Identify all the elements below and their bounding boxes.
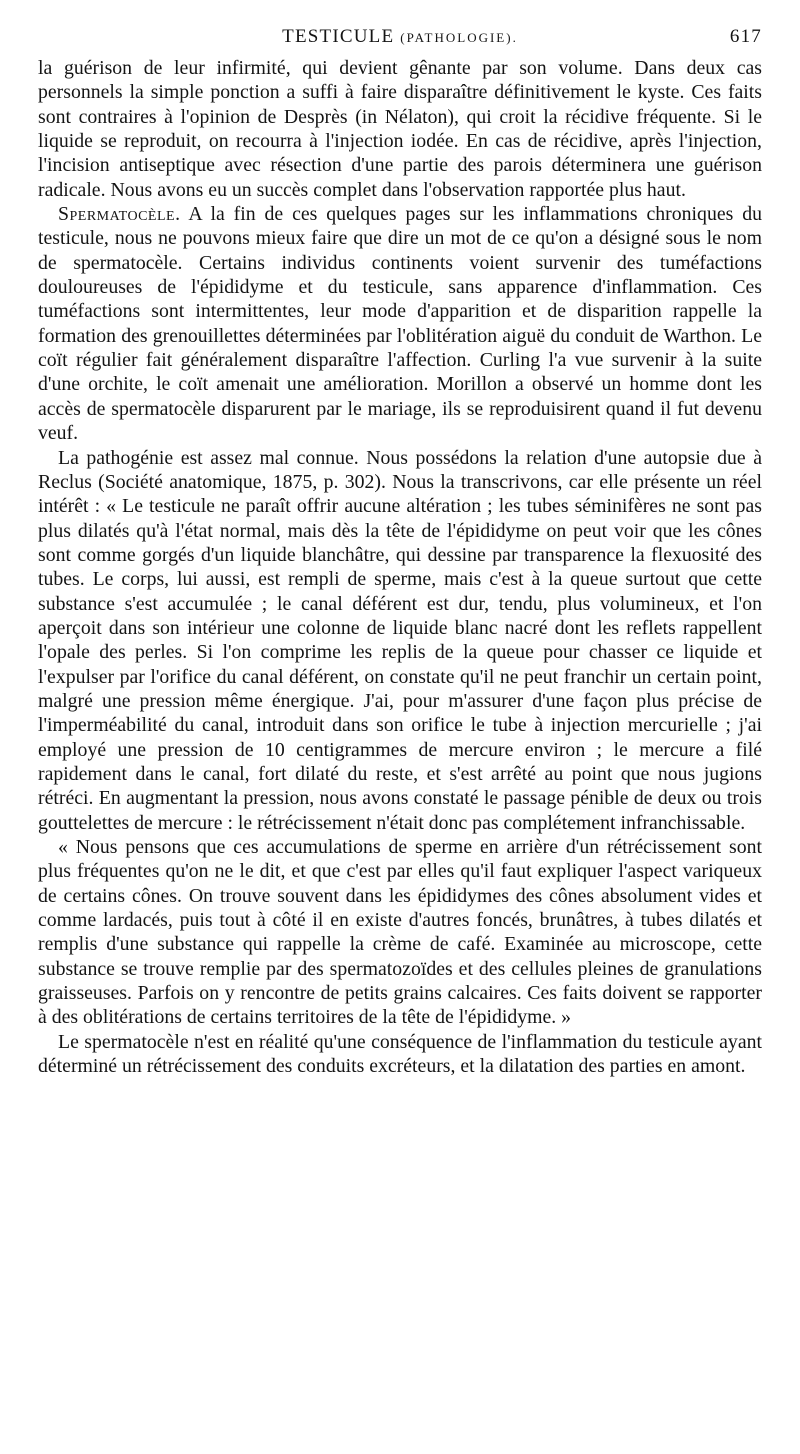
paragraph-4: « Nous pensons que ces accumulations de sperme en arrière d'un rétrécissement sont plus fréquentes qu'on ne le dit, et que c'est par elles qu'il faut expliquer l'aspect variqueux de certains cônes. On trouve souvent dans les épididymes des cônes absolument vides et comme lardacés, puis tout à côté il en existe d'autres foncés, brunâtres, à tubes dilatés et remplis d'une substance qui rappelle la crème de café. Examinée au microscope, cette substance se trouve remplie par des spermatozoïdes et des cellules pleines de granulations graisseuses. Parfois on y rencontre de petits grains calcaires. Ces faits doivent se rapporter à des oblitérations de certains territoires de la tête de l'épididyme. »: [38, 836, 762, 1029]
page-number: 617: [729, 26, 762, 47]
paragraph-2: [38, 202, 762, 445]
running-title-main: TESTICULE: [282, 26, 395, 47]
running-title-subtitle: (PATHOLOGIE).: [400, 30, 518, 45]
book-page: [38, 26, 762, 1078]
running-title: [38, 26, 762, 48]
section-lead-spermatocele: Spermatocèle.: [58, 203, 181, 226]
paragraph-2-text: A la fin de ces quelques pages sur les inflammations chroniques du testicule, nous ne pouvons mieux faire que dire un mot de ce qu'on a désigné sous le nom de spermatocèle. Certains individus continents voient survenir des tuméfactions douloureuses de l'épididyme et du testicule, sans apparence d'inflammation. Ces tuméfactions sont intermittentes, leur mode d'apparition et de disparition rappelle la formation des grenouillettes déterminées par l'oblitération aiguë du conduit de Warthon. Le coït régulier fait généralement disparaître l'affection. Curling l'a vue survenir à la suite d'une orchite, le coït amenait une amélioration. Morillon a observé un homme dont les accès de spermatocèle disparurent par le mariage, ils se reproduisirent quand il fut devenu veuf.: [38, 203, 762, 445]
paragraph-1: la guérison de leur infirmité, qui devient gênante par son volume. Dans deux cas personnels la simple ponction a suffi à faire disparaître définitivement le kyste. Ces faits sont contraires à l'opinion de Desprès (in Nélaton), qui croit la récidive fréquente. Si le liquide se reproduit, on recourra à l'injection iodée. En cas de récidive, après l'injection, l'incision antiseptique avec résection d'une partie des parois déterminera une guérison radicale. Nous avons eu un succès complet dans l'observation rapportée plus haut.: [38, 57, 762, 201]
paragraph-5: Le spermatocèle n'est en réalité qu'une conséquence de l'inflammation du testicule ayant déterminé un rétrécissement des conduits excréteurs, et la dilatation des parties en amont.: [38, 1030, 762, 1078]
body-text: [38, 56, 762, 1078]
paragraph-3: La pathogénie est assez mal connue. Nous possédons la relation d'une autopsie due à Reclus (Société anatomique, 1875, p. 302). Nous la transcrivons, car elle présente un réel intérêt : « Le testicule ne paraît offrir aucune altération ; les tubes séminifères ne sont pas plus dilatés qu'à l'état normal, mais dès la tête de l'épididyme on peut voir que les cônes sont comme gorgés d'un liquide blanchâtre, qui dessine par transparence la flexuosité des tubes. Le corps, lui aussi, est rempli de sperme, mais c'est à la queue surtout que cette substance s'est accumulée ; le canal déférent est dur, tendu, plus volumineux, et l'on aperçoit dans son intérieur une colonne de liquide blanc nacré dont les reflets rappellent l'opale des perles. Si l'on comprime les replis de la queue pour chasser ce liquide et l'expulser par l'orifice du canal déférent, on constate qu'il ne peut franchir un certain point, malgré une pression même énergique. J'ai, pour m'assurer d'une façon plus précise de l'imperméabilité du canal, introduit dans son orifice le tube à injection mercurielle ; j'ai employé une pression de 10 centigrammes de mercure environ ; le mercure a filé rapidement dans le canal, fort dilaté du reste, et s'est arrêté au point que nous jugions rétréci. En augmentant la pression, nous avons constaté le passage pénible de deux ou trois gouttelettes de mercure : le rétrécissement n'était donc pas complétement infranchissable.: [38, 446, 762, 834]
running-head: [38, 26, 762, 56]
